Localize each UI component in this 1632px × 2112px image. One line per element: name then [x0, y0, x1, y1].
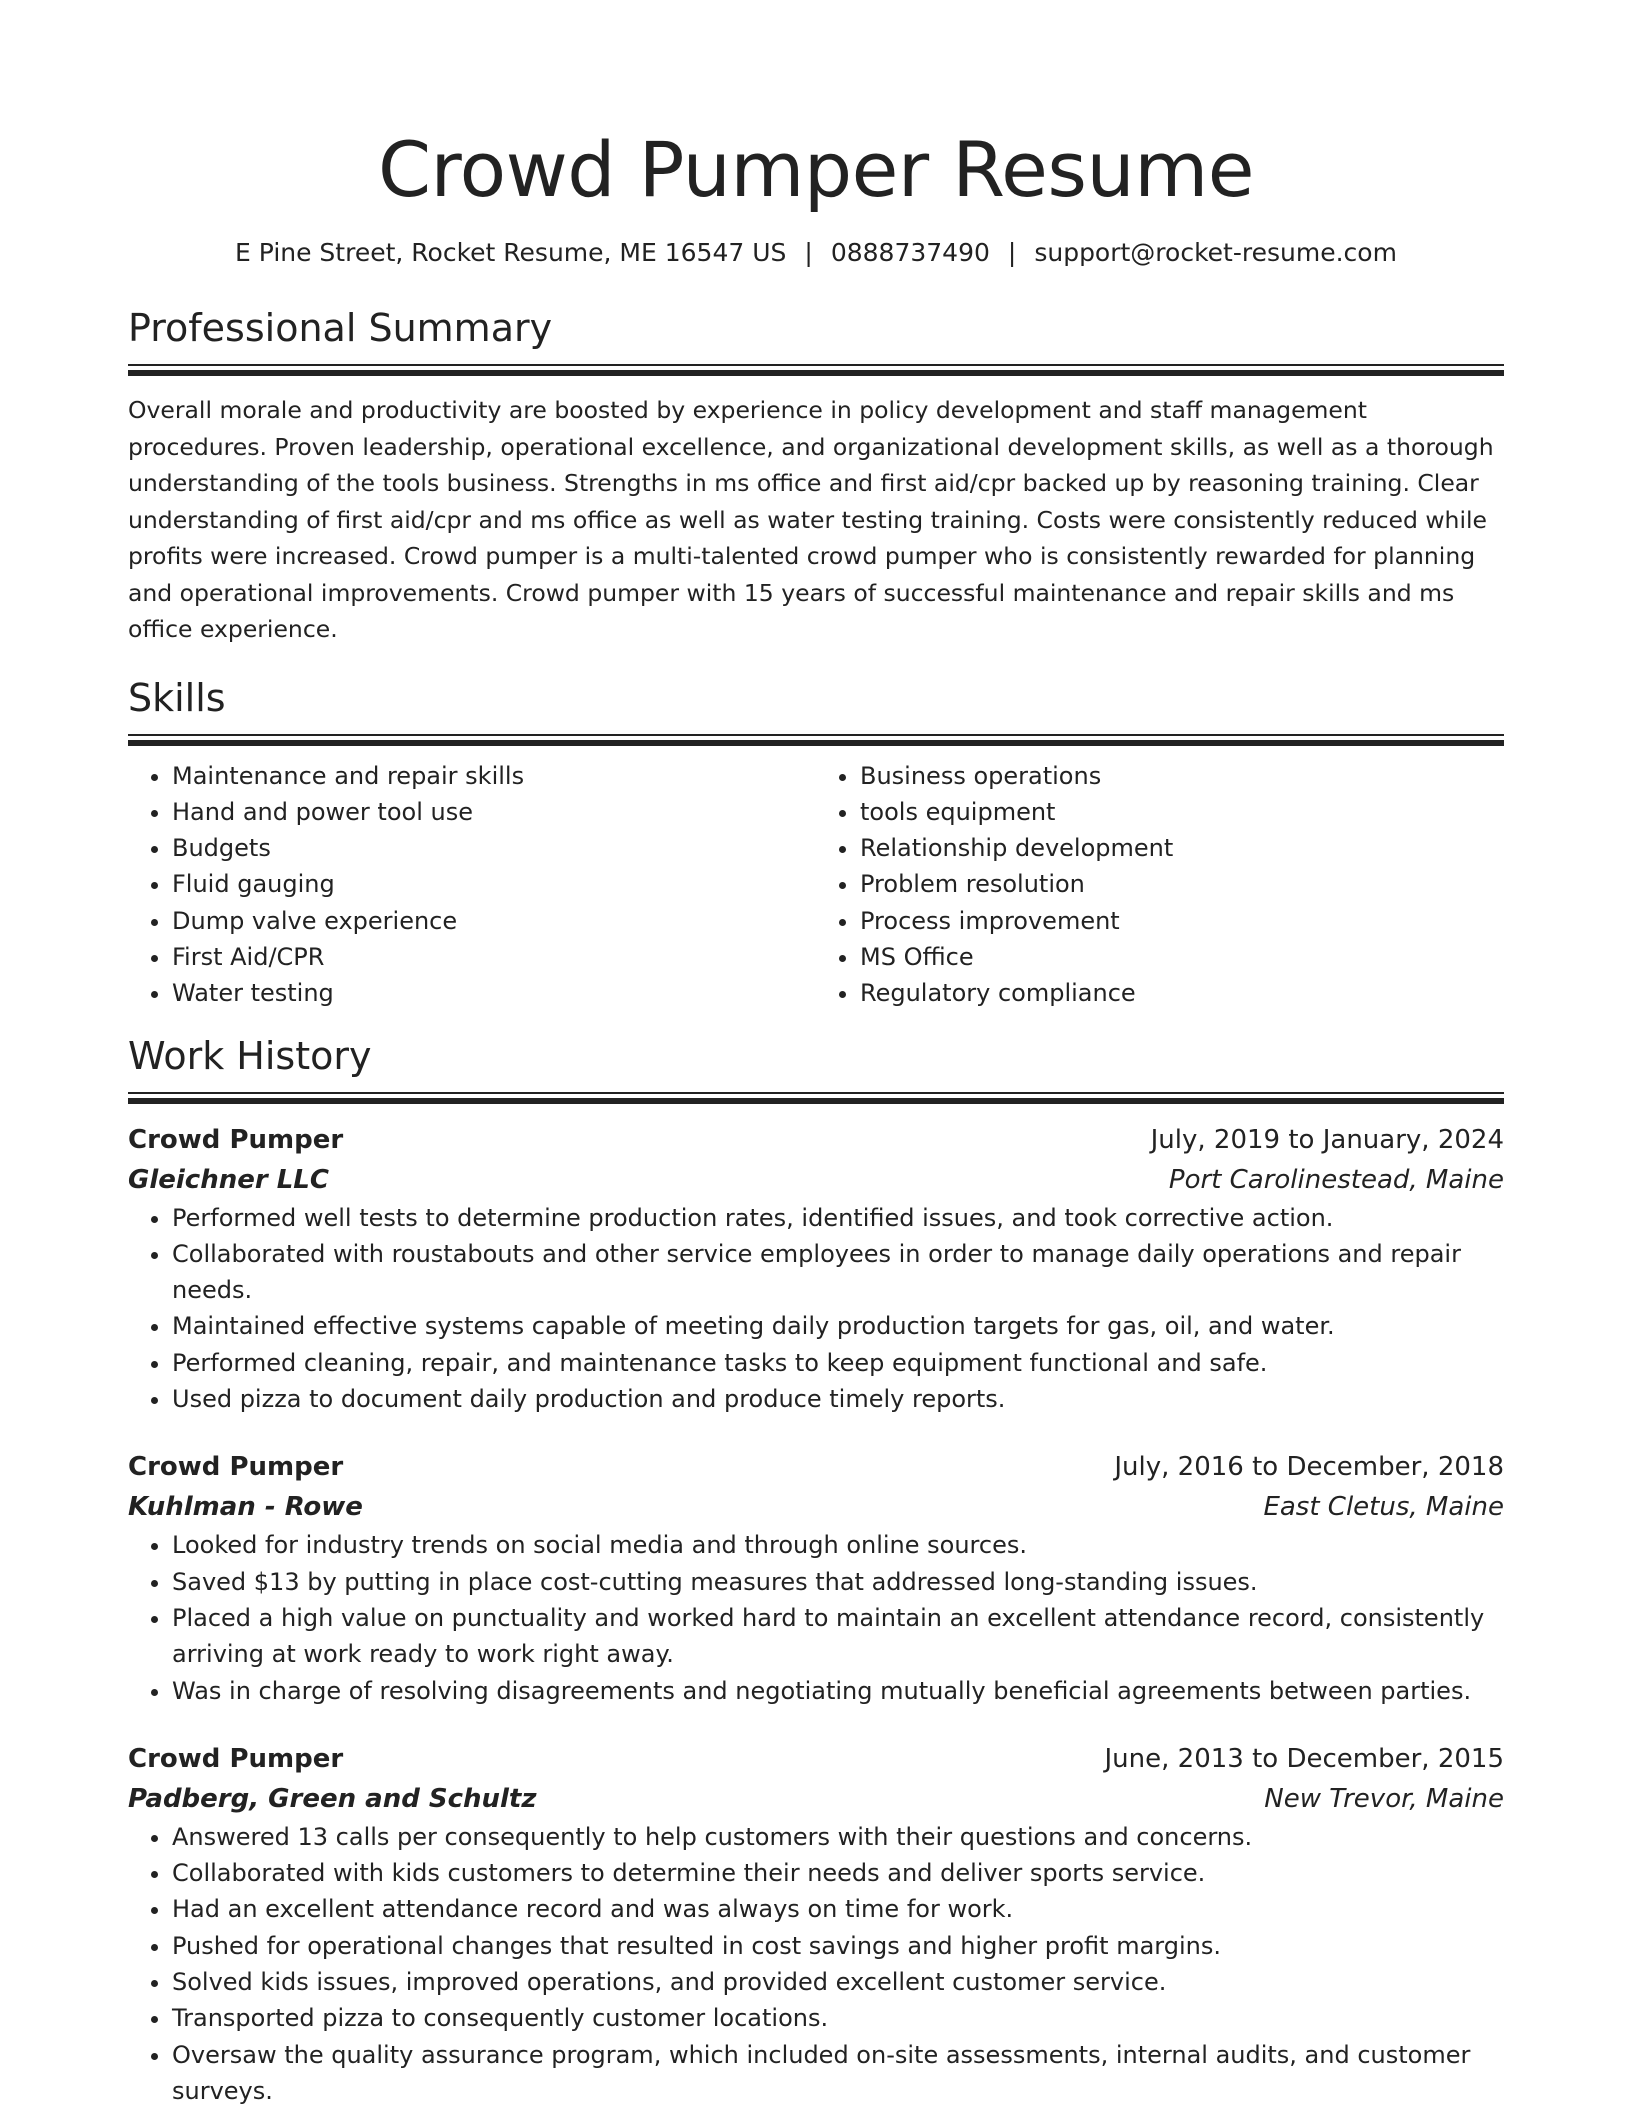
skill-item: • Relationship development: [860, 830, 1504, 866]
contact-phone: 0888737490: [830, 238, 990, 267]
job-location: Port Carolinestead, Maine: [1168, 1164, 1504, 1195]
job-bullet: • Answered 13 calls per consequently to help customers with their questions and concerns.: [172, 1819, 1504, 1855]
job-subheader: [128, 1487, 1504, 1527]
job-subheader: [128, 1160, 1504, 1200]
skill-item: • Process improvement: [860, 903, 1504, 939]
skill-item: • Water testing: [172, 975, 816, 1011]
skill-item: • Maintenance and repair skills: [172, 758, 816, 794]
job-title: Crowd Pumper: [128, 1743, 344, 1774]
job-bullet: • Had an excellent attendance record and was always on time for work.: [172, 1891, 1504, 1927]
job-bullet: • Collaborated with roustabouts and other service employees in order to manage daily operations and repair needs.: [172, 1236, 1504, 1309]
job-dates: July, 2019 to January, 2024: [1150, 1124, 1504, 1155]
job-location: East Cletus, Maine: [1263, 1492, 1504, 1523]
skill-item: • MS Office: [860, 939, 1504, 975]
contact-address: E Pine Street, Rocket Resume, ME 16547 US: [235, 238, 787, 267]
job-location: New Trevor, Maine: [1264, 1783, 1504, 1814]
job-bullet: • Collaborated with kids customers to determine their needs and deliver sports service.: [172, 1855, 1504, 1891]
skills-section: [128, 674, 1504, 1012]
skill-item: • tools equipment: [860, 794, 1504, 830]
job-company: Gleichner LLC: [128, 1164, 329, 1195]
job-bullet: • Transported pizza to consequently customer locations.: [172, 2000, 1504, 2036]
job-header: [128, 1739, 1504, 1779]
skill-item: • Fluid gauging: [172, 866, 816, 902]
contact-separator: |: [1007, 238, 1017, 267]
resume-title: Crowd Pumper Resume: [377, 125, 1254, 214]
job-bullet: • Oversaw the quality assurance program, which included on-site assessments, internal audits, and customer surveys.: [172, 2037, 1504, 2110]
job-company: Padberg, Green and Schultz: [128, 1783, 537, 1814]
job-bullet: • Was in charge of resolving disagreements and negotiating mutually beneficial agreements between parties.: [172, 1673, 1504, 1709]
contact-line: [128, 236, 1504, 270]
job-title: Crowd Pumper: [128, 1452, 344, 1483]
job-entry: [128, 1120, 1504, 1418]
skill-item: • Budgets: [172, 830, 816, 866]
skill-item: • Hand and power tool use: [172, 794, 816, 830]
work-section: [128, 1032, 1504, 2110]
skill-item: • Business operations: [860, 758, 1504, 794]
job-bullet: • Saved $13 by putting in place cost-cutting measures that addressed long-standing issues.: [172, 1564, 1504, 1600]
job-title: Crowd Pumper: [128, 1124, 344, 1155]
job-header: [128, 1120, 1504, 1160]
job-entry: [128, 1447, 1504, 1708]
summary-text: Overall morale and productivity are boosted by experience in policy development and staff management procedures. Proven leadership, operational excellence, and organizational development skills, as well as a thorough understanding of the tools business. Strengths in ms office and first aid/cpr backed up by reasoning training. Clear understanding of first aid/cpr and ms office as well as water testing training. Costs were consistently reduced while profits were increased. Crowd pumper is a multi-talented crowd pumper who is consistently rewarded for planning and operational improvements. Crowd pumper with 15 years of successful maintenance and repair skills and ms office experience.: [128, 396, 1494, 643]
skill-item: • Dump valve experience: [172, 903, 816, 939]
skill-item: • First Aid/CPR: [172, 939, 816, 975]
section-divider: [128, 734, 1504, 746]
section-divider: [128, 1092, 1504, 1104]
resume-page: [128, 0, 1504, 2109]
job-header: [128, 1447, 1504, 1487]
section-divider: [128, 364, 1504, 376]
summary-heading: Professional Summary: [128, 306, 553, 350]
job-dates: July, 2016 to December, 2018: [1114, 1452, 1504, 1483]
skills-list-right: [816, 758, 1504, 1012]
job-company: Kuhlman - Rowe: [128, 1492, 363, 1523]
job-bullet: • Used pizza to document daily production and produce timely reports.: [172, 1381, 1504, 1417]
contact-separator: |: [804, 238, 813, 267]
job-bullets: [128, 1200, 1504, 1418]
job-bullet: • Solved kids issues, improved operations, and provided excellent customer service.: [172, 1964, 1504, 2000]
job-subheader: [128, 1779, 1504, 1819]
job-bullet: • Placed a high value on punctuality and worked hard to maintain an excellent attendance record, consistently arriving at work ready to work right away.: [172, 1600, 1504, 1673]
job-bullets: [128, 1819, 1504, 2109]
job-entry: [128, 1739, 1504, 2109]
work-heading: Work History: [128, 1033, 372, 1078]
skill-item: • Problem resolution: [860, 866, 1504, 902]
skills-list-left: [128, 758, 816, 1012]
job-bullet: • Performed well tests to determine production rates, identified issues, and took corrective action.: [172, 1200, 1504, 1236]
job-bullet: • Performed cleaning, repair, and maintenance tasks to keep equipment functional and safe.: [172, 1345, 1504, 1381]
skill-item: • Regulatory compliance: [860, 975, 1504, 1011]
job-bullets: [128, 1527, 1504, 1708]
job-bullet: • Looked for industry trends on social media and through online sources.: [172, 1527, 1504, 1563]
summary-section: [128, 304, 1504, 648]
job-bullet: • Maintained effective systems capable of meeting daily production targets for gas, oil, and water.: [172, 1308, 1504, 1344]
contact-email: support@rocket-resume.com: [1034, 238, 1397, 267]
skills-columns: [128, 758, 1504, 1012]
job-dates: June, 2013 to December, 2015: [1104, 1743, 1504, 1774]
skills-heading: Skills: [128, 675, 226, 720]
job-bullet: • Pushed for operational changes that resulted in cost savings and higher profit margins.: [172, 1928, 1504, 1964]
